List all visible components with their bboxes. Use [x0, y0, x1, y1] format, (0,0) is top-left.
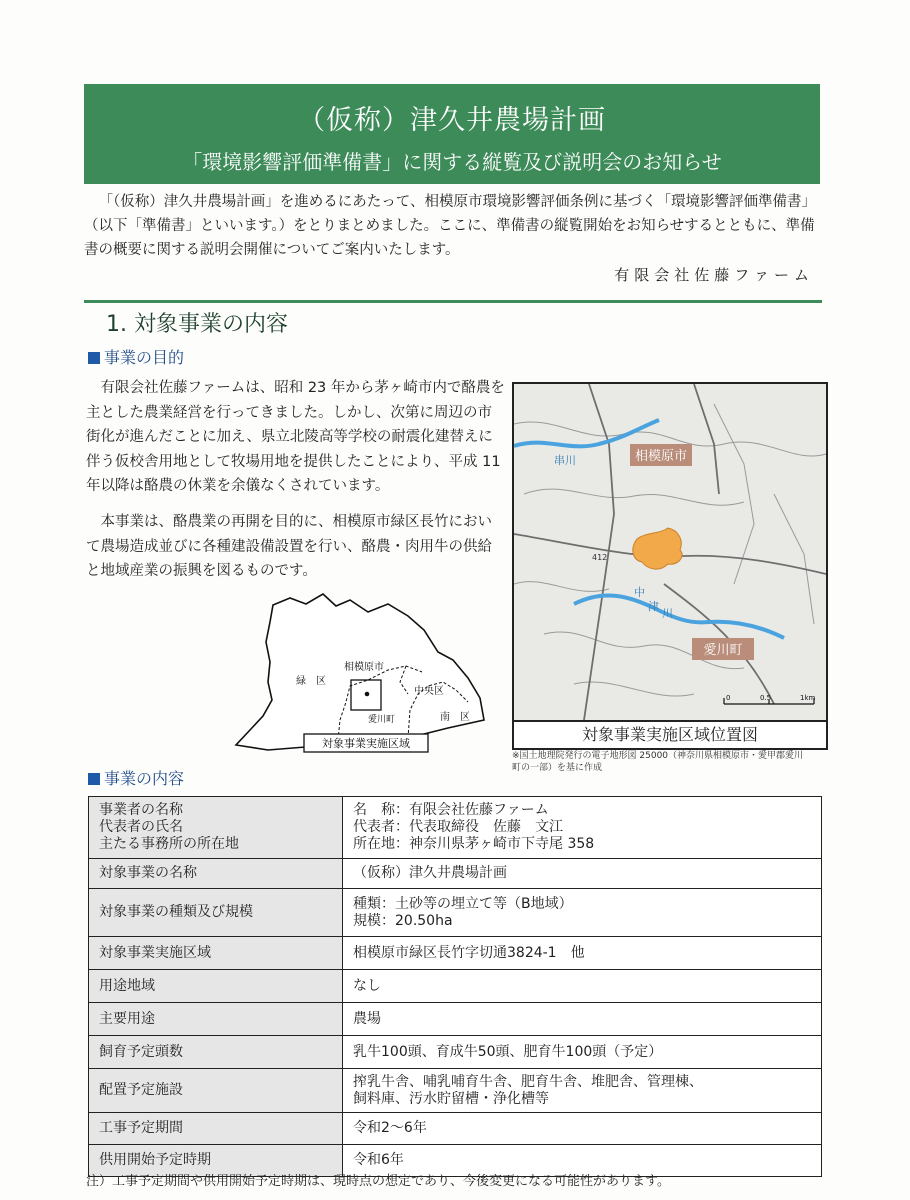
page-title: （仮称）津久井農場計画	[298, 105, 606, 136]
row-value: （仮称）津久井農場計画	[343, 859, 822, 889]
label-sagamihara: 相模原市	[634, 449, 688, 464]
project-info-table	[88, 796, 822, 1177]
site-dot	[365, 692, 370, 697]
purpose-heading-label: 事業の目的	[104, 348, 185, 367]
location-map-canvas	[514, 384, 826, 720]
row-value	[343, 1069, 822, 1113]
scale-half: 0.5	[760, 694, 772, 702]
table-row	[89, 1113, 822, 1145]
row-value	[343, 889, 822, 937]
key-line: 主たる事務所の所在地	[99, 836, 239, 852]
value-line: 所在地：神奈川県茅ヶ崎市下寺尾 358	[353, 836, 595, 852]
table-row	[89, 797, 822, 859]
section-title: 1. 対象事業の内容	[106, 312, 288, 337]
key-line: 事業者の名称	[99, 802, 183, 818]
row-key: 飼育予定頭数	[89, 1036, 343, 1069]
map-source-note: ※国土地理院発行の電子地形図 25000（神奈川県相模原市・愛甲郡愛川町の一部）を基に作成	[512, 751, 804, 773]
section-heading	[84, 300, 822, 341]
label-route: 412	[592, 553, 608, 562]
key-line: 代表者の氏名	[99, 819, 183, 835]
value-line: 規模：20.50ha	[353, 912, 453, 929]
row-key: 対象事業の種類及び規模	[89, 889, 343, 937]
label-minami: 南 区	[440, 712, 470, 723]
label-chuo: 中央区	[414, 686, 444, 697]
table-row	[89, 1036, 822, 1069]
label-aikawa: 愛川町	[368, 715, 396, 725]
content-heading	[88, 766, 184, 789]
table-row	[89, 1003, 822, 1036]
row-key: 配置予定施設	[89, 1069, 343, 1113]
table-row	[89, 859, 822, 889]
location-map	[512, 382, 828, 750]
location-map-caption: 対象事業実施区域位置図	[514, 720, 826, 748]
intro-text: 「（仮称）津久井農場計画」を進めるにあたって、相模原市環境影響評価条例に基づく「環境影響評価準備書」（以下「準備書」といいます。）をとりまとめました。ここに、準備書の縦覧開始をお知らせするとともに、準備書の概要に関する説明会開催についてご案内いたします。	[84, 194, 816, 258]
row-value: 相模原市緑区長竹字切通3824-1 他	[343, 937, 822, 970]
value-line: 飼料庫、汚水貯留槽・浄化槽等	[353, 1090, 549, 1107]
value-line: 種類：土砂等の埋立て等（B地域）	[353, 895, 573, 912]
row-key: 主要用途	[89, 1003, 343, 1036]
value-line: 名 称：有限会社佐藤ファーム	[353, 802, 549, 818]
purpose-para-2	[86, 510, 506, 584]
row-key: 対象事業の名称	[89, 859, 343, 889]
row-key: 工事予定期間	[89, 1113, 343, 1145]
page-subtitle: 「環境影響評価準備書」に関する縦覧及び説明会のお知らせ	[182, 150, 722, 174]
value-line: 代表者：代表取締役 佐藤 文江	[353, 819, 563, 835]
row-key: 供用開始予定時期	[89, 1145, 343, 1177]
purpose-text-1: 有限会社佐藤ファームは、昭和 23 年から茅ヶ崎市内で酪農を主とした農業経営を行ってきました。しかし、次第に周辺の市街化が進んだことに加え、県立北陵高等学校の耐震化建替えに伴う仮校舎用地として牧場用地を提供したことにより、平成 11年以降は酪農の休業を余儀なくされています。	[86, 380, 505, 494]
row-value: 令和6年	[343, 1145, 822, 1177]
row-key: 対象事業実施区域	[89, 937, 343, 970]
scale-zero: 0	[726, 694, 731, 702]
row-value: 農場	[343, 1003, 822, 1036]
square-bullet-icon	[88, 352, 100, 364]
label-tsu: 津	[648, 600, 659, 613]
inset-caption: 対象事業実施区域	[322, 737, 410, 750]
label-kushikawa: 串川	[554, 454, 576, 467]
table-row	[89, 937, 822, 970]
inset-map	[228, 590, 490, 755]
table-row	[89, 889, 822, 937]
label-naka: 中	[634, 586, 645, 599]
label-midori: 緑 区	[296, 676, 326, 687]
scale-one: 1km	[800, 694, 816, 702]
row-key	[89, 797, 343, 859]
purpose-text-2: 本事業は、酪農業の再開を目的に、相模原市緑区長竹において農場造成並びに各種建設備設置を行い、酪農・肉用牛の供給と地域産業の振興を図るものです。	[86, 514, 492, 579]
row-value: なし	[343, 970, 822, 1003]
title-banner	[84, 84, 820, 184]
row-key: 用途地域	[89, 970, 343, 1003]
row-value	[343, 797, 822, 859]
purpose-heading	[88, 345, 184, 368]
label-aikawa: 愛川町	[703, 643, 743, 658]
content-heading-label: 事業の内容	[104, 769, 185, 788]
value-line: 搾乳牛舎、哺乳哺育牛舎、肥育牛舎、堆肥舎、管理棟、	[353, 1073, 703, 1090]
table-row	[89, 970, 822, 1003]
purpose-para-1	[86, 376, 506, 499]
row-value: 乳牛100頭、育成牛50頭、肥育牛100頭（予定）	[343, 1036, 822, 1069]
intro-block	[84, 190, 824, 262]
footnote: 注）工事予定期間や供用開始予定時期は、現時点の想定であり、今後変更になる可能性があります。	[86, 1174, 670, 1189]
square-bullet-icon	[88, 773, 100, 785]
table-row	[89, 1069, 822, 1113]
row-value: 令和2～6年	[343, 1113, 822, 1145]
label-kawa: 川	[662, 607, 673, 620]
label-city: 相模原市	[344, 662, 384, 673]
company-name: 有限会社佐藤ファーム	[614, 266, 814, 284]
